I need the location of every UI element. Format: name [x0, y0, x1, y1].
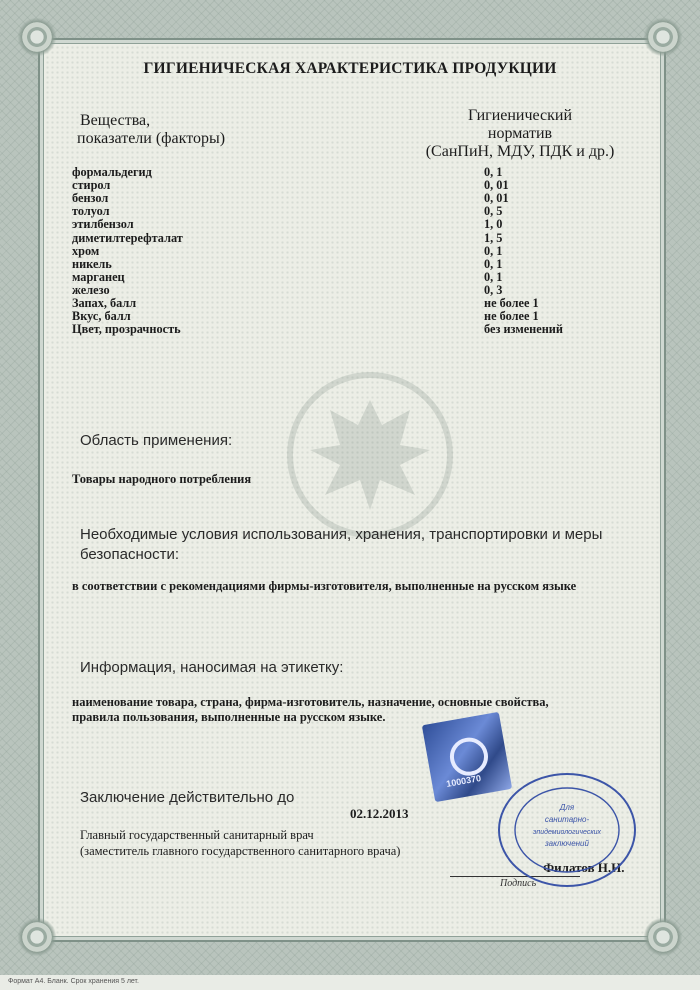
substance-row: [72, 217, 592, 231]
substance-name: хром: [72, 243, 100, 258]
substance-name: формальдегид: [72, 165, 152, 179]
substance-norm: 0, 1: [484, 165, 503, 179]
stamp-line: санитарно-: [544, 815, 590, 824]
substance-row: [72, 165, 592, 179]
header-line: Гигиенический: [467, 107, 573, 124]
signature-caption: Подпись: [500, 878, 537, 889]
corner-ornament: [14, 914, 60, 960]
substance-row: [72, 191, 592, 205]
substance-name: никель: [72, 256, 112, 271]
hologram-code: 1000370: [445, 772, 482, 789]
substance-name: Запах, балл: [72, 296, 137, 310]
substance-norm: 0, 3: [484, 282, 503, 297]
header-line: (СанПиН, МДУ, ПДК и др.): [425, 143, 615, 160]
substances-header: [77, 112, 226, 148]
coat-of-arms-watermark: [270, 370, 470, 540]
application-value: Товары народного потребления: [72, 472, 252, 486]
hologram-ring-icon: [447, 735, 491, 779]
substance-norm: 1, 0: [484, 217, 503, 232]
corner-ornament: [640, 914, 686, 960]
substance-norm: 0, 5: [484, 204, 503, 219]
substance-name: железо: [72, 282, 110, 297]
document-title: ГИГИЕНИЧЕСКАЯ ХАРАКТЕРИСТИКА ПРОДУКЦИИ: [143, 60, 557, 77]
footer-note: Формат А4. Бланк. Срок хранения 5 лет.: [8, 978, 139, 985]
labeling-label: Информация, наносимая на этикетку:: [80, 659, 344, 676]
substance-norm: 1, 5: [484, 230, 503, 245]
conditions-label: Необходимые условия использования, хранения, транспортировки и меры: [80, 526, 603, 543]
substance-name: Вкус, балл: [72, 309, 131, 324]
substance-row: [72, 296, 592, 310]
corner-ornament: [14, 14, 60, 60]
conditions-label: безопасности:: [80, 546, 179, 563]
header-line: показатели (факторы): [77, 130, 226, 147]
labeling-value: наименование товара, страна, фирма-изготовитель, назначение, основные свойства,: [72, 695, 549, 709]
stamp-line: эпидемиологических: [532, 829, 602, 836]
validity-label: Заключение действительно до: [80, 789, 295, 806]
stamp-line: Для: [559, 803, 575, 812]
substance-norm: не более 1: [484, 309, 539, 324]
substance-norm: 0, 1: [484, 256, 503, 271]
substance-row: [72, 309, 592, 323]
substance-row: [72, 231, 592, 245]
application-label: Область применения:: [80, 432, 233, 449]
substance-row: [72, 270, 592, 284]
substance-norm: не более 1: [484, 296, 539, 310]
corner-ornament: [640, 14, 686, 60]
substance-row: [72, 257, 592, 271]
signatory-title: Главный государственный санитарный врач: [80, 828, 314, 842]
substance-norm: без изменений: [484, 322, 563, 337]
header-line: норматив: [487, 125, 553, 142]
substance-row: [72, 283, 592, 297]
substance-name: этилбензол: [72, 217, 134, 232]
round-stamp: [492, 770, 642, 890]
substance-name: стирол: [72, 178, 111, 193]
signatory-name: Филатов Н.Н.: [543, 860, 625, 875]
header-line: Вещества,: [80, 112, 151, 129]
labeling-value: правила пользования, выполненные на русском языке.: [72, 710, 386, 724]
substance-row: [72, 322, 592, 336]
signatory-subtitle: (заместитель главного государственного санитарного врача): [80, 844, 401, 858]
substance-norm: 0, 1: [484, 243, 503, 258]
substance-norm: 0, 01: [484, 178, 509, 193]
substance-name: диметилтерефталат: [72, 230, 183, 245]
stamp-line: заключений: [545, 839, 589, 848]
substance-name: Цвет, прозрачность: [72, 322, 181, 337]
substance-norm: 0, 1: [484, 269, 503, 284]
substance-norm: 0, 01: [484, 191, 509, 206]
substance-name: марганец: [72, 269, 125, 284]
substance-row: [72, 178, 592, 192]
substance-row: [72, 204, 592, 218]
substance-name: бензол: [72, 191, 109, 206]
substance-name: толуол: [72, 204, 110, 219]
conditions-value: в соответствии с рекомендациями фирмы-изготовителя, выполненные на русском языке: [72, 579, 577, 593]
substance-row: [72, 244, 592, 258]
validity-date: 02.12.2013: [350, 806, 409, 821]
norm-header: [400, 107, 640, 161]
